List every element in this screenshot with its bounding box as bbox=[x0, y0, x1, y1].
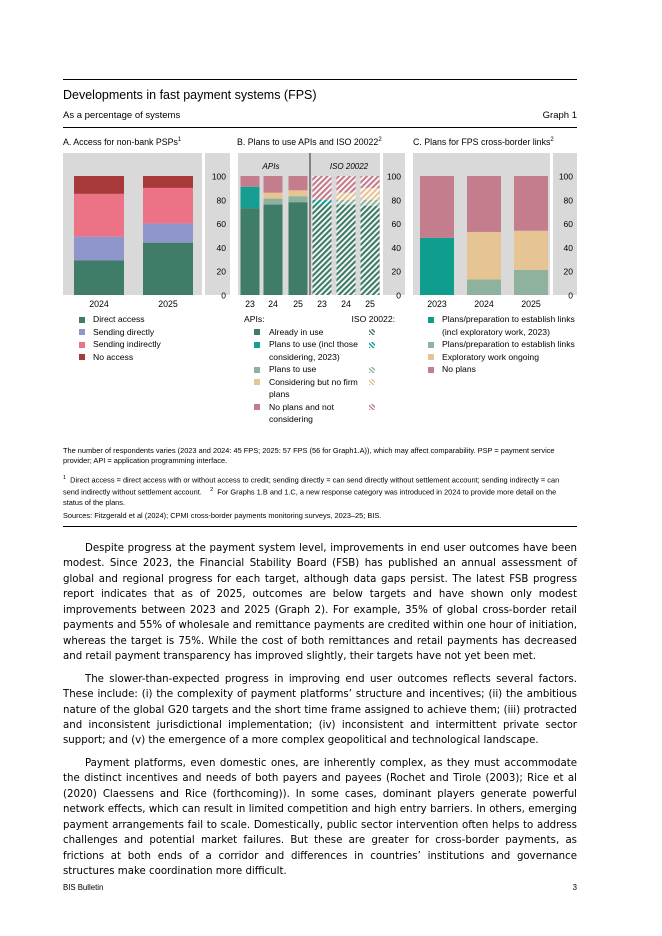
panel-c-xtick-label: 2023 bbox=[427, 299, 447, 309]
panel-c-bar-segment bbox=[420, 176, 454, 238]
legend-swatch bbox=[428, 342, 434, 348]
panel-a-ytick-label: 20 bbox=[216, 266, 226, 277]
panel-b-xtick-label: 24 bbox=[268, 299, 278, 309]
panel-a-bar-segment bbox=[143, 176, 193, 188]
note-sources: Sources: Fitzgerald et al (2024); CPMI cross-border payments monitoring surveys, 2023–25; BIS. bbox=[63, 511, 382, 520]
panel-c-ytick-label: 40 bbox=[563, 242, 573, 253]
legend-label: No plans bbox=[442, 364, 476, 374]
legend-b-heading-apis: APIs: bbox=[244, 314, 265, 324]
panel-c-bar-segment bbox=[514, 270, 548, 295]
panel-b-bar-segment bbox=[289, 202, 308, 295]
panel-b-ytick-label: 20 bbox=[391, 266, 401, 277]
panel-c-title: C. Plans for FPS cross-border links$^2$ bbox=[413, 137, 554, 147]
legend-b-item bbox=[244, 326, 404, 339]
legend-swatch bbox=[79, 317, 85, 323]
top-rule bbox=[63, 79, 577, 80]
panel-a-ytick-label: 100 bbox=[211, 171, 226, 182]
legend-a-item bbox=[79, 338, 161, 351]
legend-label: Plans/preparation to establish links (incl exploratory work, 2023) bbox=[442, 314, 575, 337]
panel-b-bar-segment bbox=[241, 176, 260, 187]
paragraph-3: Payment platforms, even domestic ones, are inherently complex, as they must accommodate the distinct incentives and needs of both payers and payees (Rochet and Tirole (2003); Rice et al (2020) Claessens and Rice (forthcoming)). In some cases, dominant players generate powerful network effects, which can result in limited competition and high entry barriers. In others, emerging payment arrangements fail to scale. Domestically, public sector intervention often helps to address challenges and potential market failures. But these are greater for cross-border payments, as frictions at both ends of a corridor and differences in countries’ institutions and governance structures make coordination more difficult. bbox=[63, 757, 577, 878]
panel-c-bar-segment bbox=[420, 238, 454, 295]
panel-b-bar-segment bbox=[289, 196, 308, 202]
legend-label: Plans/preparation to establish links bbox=[442, 339, 575, 349]
footer-publication: BIS Bulletin bbox=[63, 883, 104, 892]
panel-b-bar-segment bbox=[289, 190, 308, 196]
panel-c-xtick-label: 2024 bbox=[474, 299, 494, 309]
panel-b-bar-segment bbox=[313, 205, 332, 295]
legend-swatch bbox=[79, 329, 85, 335]
legend-label: No plans and not considering bbox=[269, 401, 334, 424]
legend-swatch-solid bbox=[254, 367, 260, 373]
legend-c-item bbox=[428, 338, 578, 351]
panel-b-xtick-label: 23 bbox=[317, 299, 327, 309]
panel-b-bar-segment bbox=[241, 208, 260, 295]
legend-label: Plans to use (incl those considering, 2023) bbox=[269, 339, 358, 362]
panel-c-ytick-label: 20 bbox=[563, 266, 573, 277]
panel-a-bar-segment bbox=[143, 188, 193, 224]
panel-a-bar-segment bbox=[74, 176, 124, 194]
legend-label: Sending directly bbox=[93, 326, 155, 337]
legend-b-item bbox=[244, 363, 404, 376]
footer-page-number: 3 bbox=[572, 883, 577, 892]
panel-b-bar-segment bbox=[264, 193, 283, 199]
panel-b-bar-segment bbox=[313, 176, 332, 200]
legend-swatch-solid bbox=[254, 379, 260, 385]
legend-label: Already in use bbox=[269, 326, 324, 337]
legend-swatch bbox=[79, 354, 85, 360]
panel-b-bar-segment bbox=[361, 200, 380, 206]
panel-b-title: B. Plans to use APIs and ISO 20022$^2$ bbox=[237, 137, 382, 147]
panel-b-bar-segment bbox=[241, 187, 260, 208]
panel-a-bar-segment bbox=[143, 243, 193, 295]
panel-c-ytick-label: 60 bbox=[563, 219, 573, 230]
legend-label: Exploratory work ongoing bbox=[442, 351, 539, 362]
panel-a-ytick-label: 80 bbox=[216, 195, 226, 206]
legend-swatch-hatched bbox=[369, 379, 375, 385]
panel-b-bar-segment bbox=[361, 176, 380, 188]
title-rule bbox=[63, 127, 577, 128]
panel-c-chart bbox=[413, 153, 577, 309]
panel-b-ytick-label: 80 bbox=[391, 195, 401, 206]
legend-swatch bbox=[79, 342, 85, 348]
legend-swatch bbox=[428, 354, 434, 360]
panel-b-xtick-label: 24 bbox=[341, 299, 351, 309]
panel-b-bar-segment bbox=[337, 193, 356, 200]
graph-subtitle: As a percentage of systems bbox=[63, 110, 181, 121]
panel-b-bar-segment bbox=[264, 199, 283, 205]
panel-a-bar-segment bbox=[74, 194, 124, 237]
panel-b-axis-divider bbox=[380, 153, 383, 295]
panel-b-bar-segment bbox=[313, 200, 332, 205]
legend-label: Plans to use bbox=[269, 364, 317, 374]
legend-b-item bbox=[244, 401, 404, 426]
panel-c-ytick-label: 0 bbox=[568, 290, 573, 301]
panel-c-ytick-label: 100 bbox=[558, 171, 573, 182]
legend-swatch-hatched bbox=[369, 367, 375, 373]
panel-a-xtick-label: 2024 bbox=[89, 299, 109, 309]
legend-label: Sending indirectly bbox=[93, 339, 161, 349]
panel-b-bar-segment bbox=[337, 176, 356, 193]
panel-b-bar-segment bbox=[337, 200, 356, 205]
panel-a-chart bbox=[63, 153, 230, 309]
legend-swatch-solid bbox=[254, 404, 260, 410]
panel-b-bar-segment bbox=[289, 176, 308, 190]
panel-b-ytick-label: 0 bbox=[396, 290, 401, 301]
panel-b-xtick-label: 23 bbox=[245, 299, 255, 309]
panel-c-bar-segment bbox=[467, 176, 501, 232]
panel-c-bar-segment bbox=[514, 176, 548, 231]
legend-swatch-hatched bbox=[369, 404, 375, 410]
paragraph-1: Despite progress at the payment system level, improvements in end user outcomes have been modest. Since 2023, the Financial Stability Board (FSB) has published an annual assessment of global and regional progress for each target, although data gaps persist. The latest FSB progress report indicates that as of 2025, outcomes are below targets and have shown only modest improvements between 2023 and 2025 (Graph 2). For example, 35% of global cross-border retail payments and 55% of wholesale and remittance payments are credited within one hour of initiation, whereas the target is 75%. While the cost of both remittances and retail payments has decreased and retail payment transparency has improved slightly, their targets have not yet been met. bbox=[63, 543, 577, 663]
panel-a-bar-segment bbox=[74, 260, 124, 295]
legend-label: No access bbox=[93, 351, 134, 362]
panel-a-axis-divider bbox=[202, 153, 205, 295]
bottom-rule bbox=[63, 526, 577, 527]
panel-a-bar-segment bbox=[143, 224, 193, 243]
panel-c-xtick-label: 2025 bbox=[521, 299, 541, 309]
legend-b-item bbox=[244, 338, 404, 363]
panel-c-bar-segment bbox=[467, 280, 501, 295]
panel-b-bar-segment bbox=[361, 206, 380, 295]
legend-a-item bbox=[79, 313, 161, 326]
legend-a-item bbox=[79, 351, 161, 364]
graph-title: Developments in fast payment systems (FPS) bbox=[63, 88, 317, 102]
paragraph-2: The slower-than-expected progress in improving end user outcomes reflects several factors. These include: (i) the complexity of payment platforms’ structure and incentives; (ii) the ambitious nature of the global G20 targets and the short time frame assigned to achieve them; (iii) protracted and inconsistent jurisdictional implementation; (iv) inconsistent and intermittent private sector support; and (v) the emergence of a more complex geopolitical and technological landscape. bbox=[63, 673, 577, 747]
legend-c-item bbox=[428, 313, 578, 338]
panel-c-axis-divider bbox=[550, 153, 553, 295]
panel-c-bar-segment bbox=[514, 231, 548, 270]
panel-b-group-label-apis: APIs bbox=[262, 162, 280, 171]
legend-c-item bbox=[428, 363, 578, 376]
legend-b-item bbox=[244, 376, 404, 401]
panel-c-ytick-label: 80 bbox=[563, 195, 573, 206]
legend-label: Considering but no firm plans bbox=[269, 376, 358, 399]
graph-number: Graph 1 bbox=[542, 110, 577, 121]
panel-b-group-label-iso: ISO 20022 bbox=[329, 162, 369, 171]
panel-a-title: A. Access for non-bank PSPs$^1$ bbox=[63, 137, 182, 147]
panel-b-xtick-label: 25 bbox=[293, 299, 303, 309]
panel-a-xtick-label: 2025 bbox=[158, 299, 178, 309]
body-text bbox=[63, 541, 577, 887]
panel-b-bar-segment bbox=[337, 205, 356, 295]
panel-b-bar-segment bbox=[361, 188, 380, 200]
panel-c-bar-segment bbox=[467, 232, 501, 280]
legend-a-item bbox=[79, 326, 161, 339]
legend-b-heading-iso: ISO 20022: bbox=[351, 314, 395, 324]
panel-a-ytick-label: 0 bbox=[221, 290, 226, 301]
legend-swatch-hatched bbox=[369, 329, 375, 335]
legend-swatch-solid bbox=[254, 329, 260, 335]
panel-b-bar-segment bbox=[264, 176, 283, 193]
panel-b-ytick-label: 40 bbox=[391, 242, 401, 253]
panel-a-ytick-label: 60 bbox=[216, 219, 226, 230]
legend-swatch-solid bbox=[254, 342, 260, 348]
legend-label: Direct access bbox=[93, 314, 145, 324]
legend-b bbox=[244, 313, 404, 426]
legend-c-item bbox=[428, 351, 578, 364]
panel-b-bar-segment bbox=[264, 205, 283, 295]
legend-a bbox=[79, 313, 161, 363]
panel-b-xtick-label: 25 bbox=[365, 299, 375, 309]
legend-swatch-hatched bbox=[369, 342, 375, 348]
panel-a-ytick-label: 40 bbox=[216, 242, 226, 253]
panel-a-bar-segment bbox=[74, 237, 124, 261]
panel-b-chart bbox=[238, 153, 405, 309]
note-main: The number of respondents varies (2023 and 2024: 45 FPS; 2025: 57 FPS (56 for Graph1.A)), which may affect comparability. PSP = payment service provider; API = application programming interface. bbox=[63, 446, 555, 465]
panel-b-ytick-label: 100 bbox=[386, 171, 401, 182]
legend-swatch bbox=[428, 367, 434, 373]
legend-c bbox=[428, 313, 578, 376]
legend-swatch bbox=[428, 317, 434, 323]
panel-b-ytick-label: 60 bbox=[391, 219, 401, 230]
note-footnotes: $^1$ Direct access = direct access with or without access to credit; sending directly = can send directly without settlement account; sending indirectly = can send indirectly without settlement account. $^2$ For Graphs 1.B and 1.C, a new response category was introduced in 2024 to provide more detail on the status of the plans. bbox=[63, 475, 560, 507]
